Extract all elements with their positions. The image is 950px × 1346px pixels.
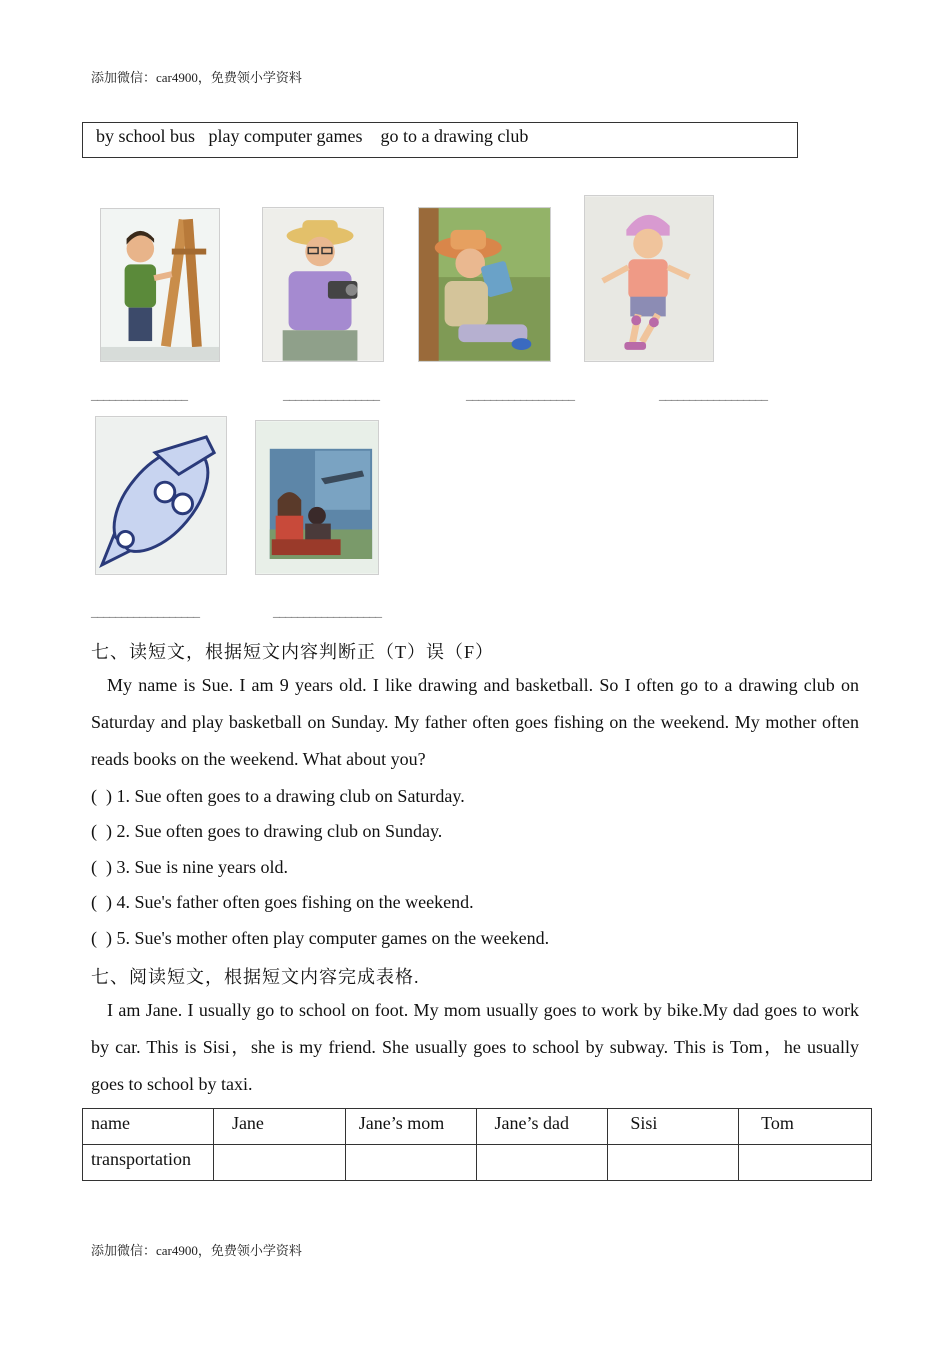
answer-blank-2[interactable]: ________________ (283, 388, 379, 403)
reading-passage-sue: My name is Sue. I am 9 years old. I like drawing and basketball. So I often go to a drawing club on Saturday and play basketball on Sunday. My father often goes fishing on the weekend. My mother often reads books on the weekend. What about you? (91, 675, 859, 769)
answer-blank-6[interactable]: __________________ (273, 605, 381, 620)
table-answer-cell-jane-mom[interactable] (345, 1145, 476, 1181)
answer-blank-3[interactable]: __________________ (466, 388, 574, 403)
table-cell-jane-mom: Jane’s mom (345, 1109, 476, 1145)
table-cell-transportation-label: transportation (83, 1145, 214, 1181)
table-answer-cell-sisi[interactable] (608, 1145, 739, 1181)
question-4[interactable]: ( ) 4. Sue's father often goes fishing on the weekend. (91, 892, 474, 912)
answer-blank-5[interactable]: __________________ (91, 605, 199, 620)
table-cell-sisi: Sisi (608, 1109, 739, 1145)
girl-roller-skating-image (585, 196, 713, 361)
word-bank-box: by school bus play computer games go to a drawing club (82, 122, 798, 158)
question-5[interactable]: ( ) 5. Sue's mother often play computer games on the weekend. (91, 928, 550, 948)
table-transport-row (83, 1145, 872, 1181)
table-answer-cell-tom[interactable] (739, 1145, 872, 1181)
table-answer-cell-jane[interactable] (213, 1145, 345, 1181)
question-3[interactable]: ( ) 3. Sue is nine years old. (91, 857, 288, 877)
header-note: 添加微信：car4900，免费领小学资料 (91, 70, 302, 85)
table-cell-tom: Tom (739, 1109, 872, 1145)
question-2[interactable]: ( ) 2. Sue often goes to drawing club on Sunday. (91, 821, 443, 841)
table-answer-cell-jane-dad[interactable] (476, 1145, 608, 1181)
answer-blank-4[interactable]: __________________ (659, 388, 767, 403)
picture-boy-painting (100, 208, 220, 362)
picture-family-tv (255, 420, 379, 575)
question-1[interactable]: ( ) 1. Sue often goes to a drawing club on Saturday. (91, 786, 465, 806)
table-header-row (83, 1109, 872, 1145)
boy-painting-easel-image (101, 209, 219, 361)
table-cell-jane-dad: Jane’s dad (476, 1109, 608, 1145)
picture-man-camera (262, 207, 384, 362)
man-with-camera-image (263, 208, 383, 361)
table-cell-jane: Jane (213, 1109, 345, 1145)
answer-blank-1[interactable]: ________________ (91, 388, 187, 403)
boy-reading-book-image (419, 208, 550, 361)
section-title-table: 七、阅读短文，根据短文内容完成表格. (91, 967, 420, 987)
picture-airplane (95, 416, 227, 575)
transportation-table (82, 1108, 872, 1181)
footer-note: 添加微信：car4900，免费领小学资料 (91, 1243, 302, 1258)
picture-boy-reading (418, 207, 551, 362)
picture-girl-skating (584, 195, 714, 362)
section-title-true-false: 七、读短文，根据短文内容判断正（T）误（F） (91, 642, 495, 662)
table-cell-name-header: name (83, 1109, 214, 1145)
reading-passage-jane: I am Jane. I usually go to school on foot. My mom usually goes to work by bike.My dad goes to work by car. This is Sisi，she is my friend. She usually goes to school by subway. This is Tom，he usually goes to school by taxi. (91, 1000, 859, 1094)
family-watching-tv-image (256, 421, 378, 574)
cartoon-airplane-image (96, 417, 226, 574)
